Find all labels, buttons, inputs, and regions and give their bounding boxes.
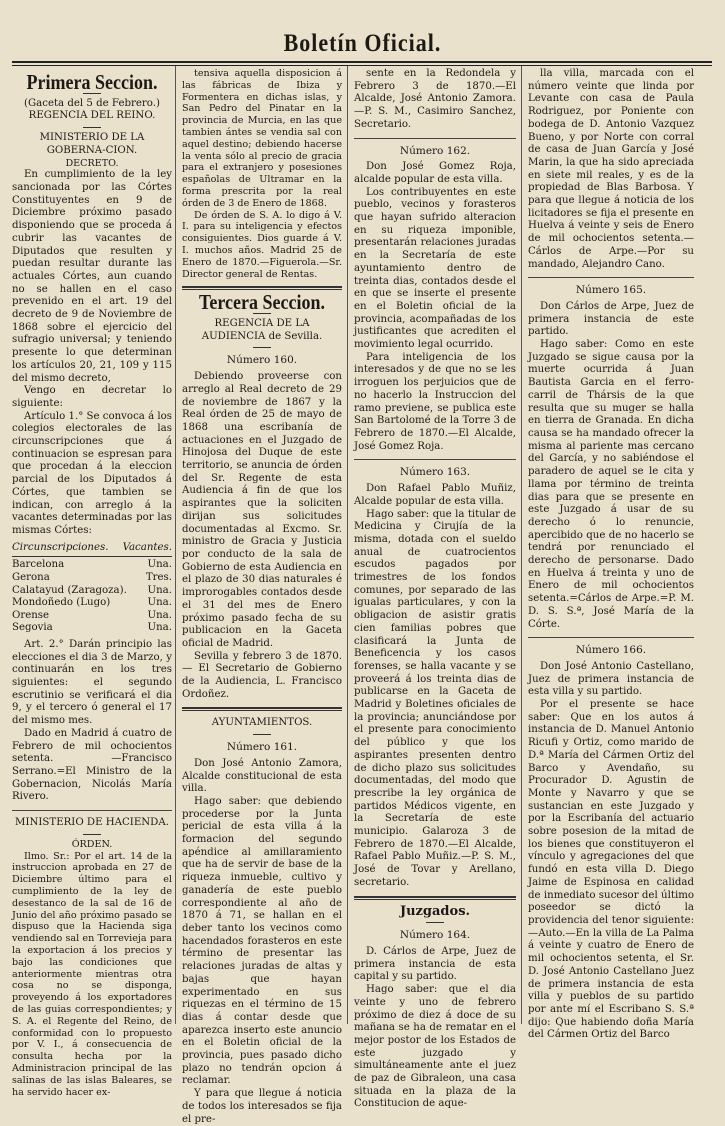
- column-4: [528, 68, 694, 1041]
- column-1: [12, 68, 173, 1098]
- paragraph: lla villa, marcada con el número veinte que linda por Levante con casa de Paula Rodriguez, por Poniente con bodega de D. Antonio Vazquez Bueno, y por Norte con corral de casa de Juan García y José Marin, la que ha sido apreciada en siete mil reales, y es de la propiedad de Blas Barbosa. Y para que llegue á noticia de los licitadores se fija el presente en Huelva á veinte y seis de Enero de mil ochocientos setenta.—Cárlos de Arpe.—Por su mandado, Alejandro Cano.: [528, 68, 694, 270]
- divider: [253, 347, 271, 348]
- paragraph: Los contribuyentes en este pueblo, vecinos y forasteros que hayan sufrido alteracion en su riqueza imponible, presentarán relaciones juradas en la Secretaría de este ayuntamiento dentro de treinta dias, contados desde el en que se inserte el presente en el Boletin oficial de la provincia, acompañadas de los justificantes que acrediten el movimiento legal ocurrido.: [354, 186, 516, 351]
- table-cell-value: Tres.: [145, 572, 172, 583]
- notice-number: Número 160.: [226, 354, 298, 367]
- table-header-circ: Circunscripciones.: [12, 541, 109, 553]
- notice-number: Número 162.: [399, 144, 471, 157]
- paragraph: En cumplimiento de la ley sancionada por las Córtes Constituyentes en 9 de Diciembre próximo pasado disponiendo que se proceda á cubrir las vacantes de Diputados que resulten y puedan resultar durante las actuales Córtes, aun cuando no se hallen en el caso prevenido en el art. 19 del decreto de 9 de Noviembre de 1868 sobre el ejercicio del sufragio universal; y teniendo presente lo que determinan los artículos 20, 21, 109 y 115 del mismo decreto,: [12, 169, 172, 384]
- notice-number: Número 163.: [399, 466, 471, 479]
- paragraph: Para inteligencia de los interesados y de que no se les irroguen los perjuicios que de no hacerlo la Instruccion del ramo previene, se publica este San Bartolomé de la Torre 3 de Febrero de 1870.—El Alcalde, José Gomez Roja.: [354, 351, 516, 452]
- table-row: [12, 585, 172, 598]
- paragraph: sente en la Redondela y Febrero 3 de 1870.—El Alcalde, José Antonio Zamora.—P. S. M., Casimiro Sanchez, Secretario.: [354, 68, 516, 130]
- table-header-vac: Vacantes.: [122, 541, 172, 553]
- paragraph: Artículo 1.° Se convoca á los colegios electorales de las circunscripciones que á continuacion se espresan para que procedan á la eleccion parcial de los Diputados á Córtes, que tambien se indican, con arreglo á la vacantes determinadas por las mismas Córtes:: [12, 410, 173, 536]
- masthead-title: Boletín Oficial.: [283, 28, 442, 57]
- table-row: [12, 622, 172, 635]
- juzgados-heading: Juzgados.: [399, 903, 471, 919]
- paragraph: Vengo en decretar lo siguiente:: [12, 385, 172, 409]
- gaceta-note: (Gaceta del 5 de Febrero.): [24, 97, 160, 109]
- table-row: [12, 559, 172, 572]
- table-row: [12, 572, 172, 585]
- table-cell-name: Segovia: [12, 622, 53, 634]
- table-row: [12, 597, 172, 610]
- orden-heading: ÓRDEN.: [71, 838, 113, 850]
- table-header: [12, 542, 172, 558]
- notice-number: Número 166.: [575, 644, 647, 657]
- paragraph: Hago saber: que debiendo procederse por la Junta pericial de esta villa á la formacion del segundo apéndice al amillaramiento que ha de servir de base de la riqueza inmueble, cultivo y ganadería de este pueblo correspondiente al año de 1870 á 71, se hallan en el deber tanto los vecinos como hacendados forasteros en este término de presentar las relaciones juradas de altas y bajas que hayan experimentado en sus riquezas en el término de 15 dias á contar desde que aparezca inserto este anuncio en el Boletin oficial de la provincia, pues pasado dicho plazo no tendrán opcion á reclamar.: [182, 795, 342, 1087]
- paragraph: Debiendo proveerse con arreglo al Real decreto de 29 de noviembre de 1867 y la Real órden de 25 de mayo de 1868 una escribanía de actuaciones en el Juzgado de Hinojosa del Duque de este territorio, se anuncia de órden del Sr. Regente de esta Audiencia á fin de que los aspirantes que la soliciten dirijan sus solicitudes documentadas al Excmo. Sr. ministro de Gracia y Justicia por conducto de la sala de Gobierno de esta Audiencia en el plazo de 30 dias naturales é improrogables contados desde el 31 del mes de Enero próximo pasado fecha de su publicacion en la Gaceta oficial de Madrid.: [182, 371, 342, 649]
- table-cell-value: Una.: [147, 584, 172, 596]
- divider: [83, 834, 101, 835]
- paragraph: Hago saber: Como en este Juzgado se sigue causa por la muerte ocurrida á Juan Bautista Garcia en el ferro-carril de Thársis de la que resulta que su muger se halla en tierra de Granada. En dicha causa se ha mandado ofrecer la misma al pariente mas cercano del García, y no sabiéndose el paradero de aquel se le cita y llama por término de treinta dias para que se presente en este Juzgado á usar de su derecho ó lo renuncie, apercibido que de no hacerlo se tendrá por renunciado el derecho de personarse. Dado en Huelva á treinta y uno de Enero de mil ochocientos setenta.=Cárlos de Arpe.=P. M. D. S. S.ª, José María de la Córte.: [528, 339, 694, 630]
- column-2: [182, 68, 342, 1125]
- table-cell-name: Mondoñedo (Lugo): [12, 597, 111, 609]
- paragraph: Don José Antonio Zamora, Alcalde constitucional de esta villa.: [182, 757, 342, 795]
- regencia-heading: REGENCIA DEL REINO.: [28, 110, 156, 122]
- paragraph: Hago saber: que el dia veinte y uno de febrero próximo de diez á doce de su mañana se ha de rematar en el mejor postor de los Estados de este juzgado y simultáneamente ante el juez de paz de Gibraleon, una casa situada en la plaza de la Constitucion de aque-: [354, 984, 516, 1110]
- table-cell-name: Gerona: [12, 572, 50, 583]
- column-divider: [347, 66, 348, 1024]
- paragraph: Don José Gomez Roja, alcalde popular de esta villa.: [354, 161, 516, 185]
- notice-number: Número 165.: [575, 284, 647, 297]
- divider: [253, 734, 271, 735]
- paragraph: Art. 2.° Darán principio las elecciones el dia 3 de Marzo, y continuarán en los tres siguientes: el segundo escrutinio se verificará el dia 9, y el tercero ó general el 17 del mismo mes.: [12, 638, 172, 727]
- table-cell-name: Orense: [12, 609, 50, 621]
- regencia-heading: REGENCIA DE LA AUDIENCIA de Sevilla.: [201, 318, 323, 342]
- paragraph: De órden de S. A. lo digo á V. I. para su inteligencia y efectos consiguientes. Dios guarde á V. I. muchos años. Madrid 25 de Enero de 1870.—Figuerola.—Sr. Director general de Rentas.: [182, 209, 342, 280]
- table-cell-value: Una.: [147, 559, 172, 571]
- paragraph: Don Rafael Pablo Muñiz, Alcalde popular de esta villa.: [354, 483, 516, 507]
- paragraph: Por el presente se hace saber: Que en los autos á instancia de D. Manuel Antonio Ricufi y Ortiz, como marido de D.ª María del Cármen Ortiz del Barco y Avendaño, su Procurador D. Agustin de Monte y Navarro y que se sustancian en este Juzgado y por la Escribanía del actuario sobre posesion de la mitad de los bienes que constituyeron el vínculo y agregaciones del que fundó en esta villa D. Diego Jaime de Espinosa en calidad de inmediato sucesor del último poseedor se dictó la providencia del tenor siguiente:—Auto.—En la villa de La Palma á veinte y cuatro de Enero de mil ochocientos setenta, el Sr. D. José Antonio Castellano Juez de primera instancia de esta villa y pueblos de su partido por ante mí el Escribano S. S.ª dijo: Que habiendo doña María del Cármen Ortiz del Barco: [528, 699, 694, 1041]
- paragraph: Don Cárlos de Arpe, Juez de primera instancia de este partido.: [528, 300, 694, 338]
- table-cell-value: Una.: [147, 597, 172, 609]
- divider: [528, 637, 694, 638]
- table-cell-name: Barcelona: [12, 559, 65, 571]
- ministerio-hacienda-heading: MINISTERIO DE HACIENDA.: [15, 817, 169, 829]
- paragraph: Sevilla y febrero 3 de 1870.— El Secretario de Gobierno de la Audiencia, L. Francisco Ordoñez.: [182, 650, 342, 700]
- notice-number: Número 161.: [226, 741, 298, 754]
- divider: [354, 459, 516, 460]
- paragraph: Ilmo. Sr.: Por el art. 14 de la instruccion aprobada en 27 de Diciembre último para el cumplimiento de la ley de desestanco de la sal de 16 de Junio del año próximo pasado se dispuso que la Hacienda siga vendiendo sal en Torrevieja para la exportacion á los precios y bajo las condiciones que anteriormente mientras otra cosa no se disponga, proveyendo á los exportadores de las guias correspondientes; y S. A. el Regente del Reino, de conformidad con lo propuesto por V. I., á consecuencia de consulta hecha por la Administracion principal de las salinas de las islas Baleares, se ha servido hacer ex-: [12, 850, 172, 1098]
- divider: [12, 810, 172, 811]
- decreto-heading: DECRETO.: [65, 157, 119, 169]
- table-cell-name: Calatayud (Zaragoza).: [12, 584, 127, 596]
- ministerio-heading: MINISTERIO DE LA GOBERNA-CION.: [39, 132, 145, 156]
- vacancies-table: [12, 559, 172, 635]
- column-divider: [175, 66, 176, 1024]
- table-cell-value: Una.: [147, 609, 172, 621]
- paragraph: Dado en Madrid á cuatro de Febrero de mil ochocientos setenta. —Francisco Serrano.=El Ministro de la Gobernacion, Nicolás María Rivero.: [12, 727, 172, 803]
- divider: [528, 277, 694, 278]
- divider: [83, 127, 101, 128]
- section-heading: Primera Seccion.: [26, 69, 158, 94]
- divider: [426, 922, 444, 923]
- table-cell-value: Una.: [147, 622, 172, 634]
- paragraph: D. Cárlos de Arpe, Juez de primera instancia de esta capital y su partido.: [354, 946, 516, 983]
- paragraph: Don José Antonio Castellano, Juez de primera instancia de esta villa y su partido.: [528, 660, 694, 698]
- ayuntamientos-heading: AYUNTAMIENTOS.: [211, 717, 313, 729]
- divider: [182, 707, 342, 711]
- paragraph: Y para que llegue á noticia de todos los interesados se fija el pre-: [182, 1088, 342, 1125]
- paragraph: tensiva aquella disposicion á las fábricas de Ibiza y Formentera en dichas islas, y San Pedro del Pinatar en la provincia de Murcia, en las que tambien ántes se vendia sal con aquel destino; debiendo hacerse la venta sólo al precio de gracia para el extranjero y posesiones españolas de Ultramar en la forma prescrita por la real órden de 3 de Enero de 1868.: [182, 68, 342, 209]
- divider: [354, 138, 516, 139]
- masthead-rule: [12, 61, 712, 66]
- notice-number: Número 164.: [399, 929, 471, 942]
- paragraph: Hago saber: que la titular de Medicina y Cirujía de la misma, dotada con el sueldo anual de cuatrocientos escudos pagados por trimestres de los fondos comunes, por separado de las igualas particulares, y con la obligacion de asistir gratis cien familias pobres que clasificará la Junta de Beneficencia y los casos forenses, se halla vacante y se proveerá á los treinta dias de publicarse en la Gaceta de Madrid y Boletines oficiales de la provincia; anunciándose por el presente para conocimiento del público y que los aspirantes presenten dentro de dicho plazo sus solicitudes documentadas, del modo que prescribe la ley orgánica de partidos Médicos vigente, en la Secretaría de este municipio. Galaroza 3 de Febrero de 1870.—El Alcalde, Rafael Pablo Muñiz.—P. S. M., José de Tovar y Arellano, secretario.: [354, 508, 516, 888]
- column-divider: [521, 66, 522, 1024]
- column-3: [354, 68, 516, 1110]
- section-heading: Tercera Seccion.: [199, 290, 325, 315]
- divider: [354, 896, 516, 900]
- table-row: [12, 610, 172, 623]
